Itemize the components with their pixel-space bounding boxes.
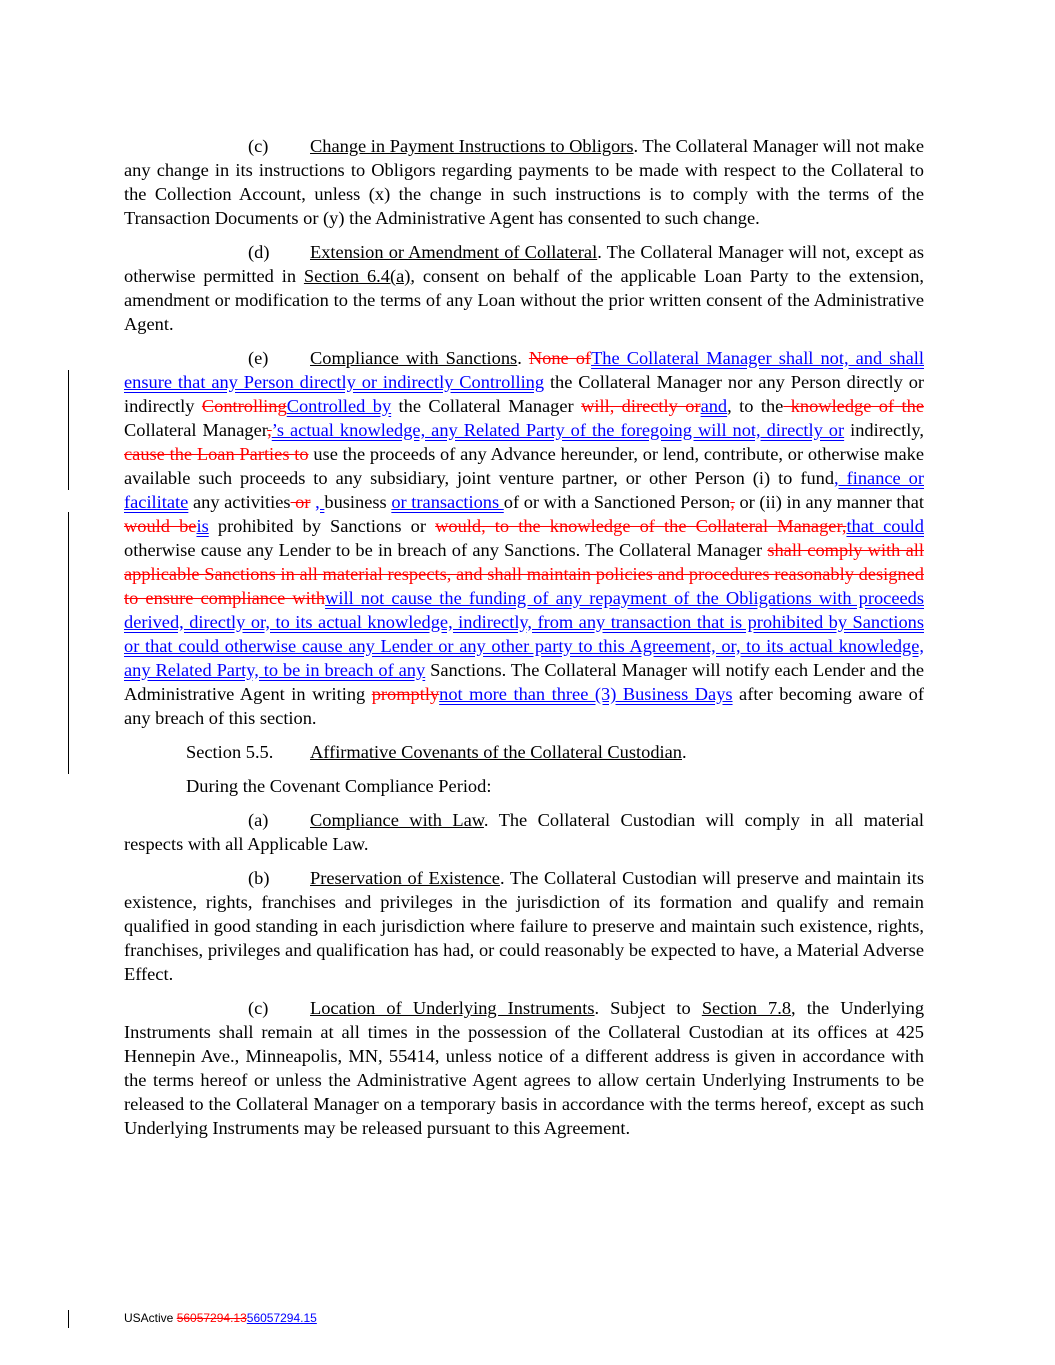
paragraph-text: the Collateral Manager [391, 396, 582, 416]
paragraph-text: business [324, 492, 392, 512]
inserted-text: , finance or facilitate [124, 468, 924, 512]
deleted-text: will, directly or [581, 396, 701, 416]
inserted-text: is [196, 516, 209, 536]
deleted-text: knowledge of the [783, 396, 924, 416]
section-number: Section 5.5. [186, 742, 274, 762]
paragraph-text: or (ii) in any manner that [734, 492, 925, 512]
paragraph-c-location-instruments [124, 996, 924, 1140]
deleted-text: , [267, 420, 272, 440]
paragraph-text: of or with a Sanctioned Person [503, 492, 731, 512]
paragraph-heading: Compliance with Sanctions [310, 348, 518, 368]
section-heading: Section 5.5. Affirmative Covenants of the Collateral Custodian. [186, 742, 687, 762]
inserted-text: ’s actual knowledge, any Related Party of the foregoing will not, directly or [271, 420, 845, 440]
deleted-text: Controlling [201, 396, 287, 416]
paragraph-e-sanctions [124, 346, 924, 730]
deleted-text: shall comply with all applicable Sanctions in all material respects, and shall maintain policies and procedures reasonably designed to ensure compliance with [124, 540, 924, 608]
paragraph-text: , consent on behalf of the applicable Loan Party to the extension, amendment or modification to the terms of any Loan without the prior written consent of the Administrative Agent. [124, 266, 924, 334]
paragraph-text: . The Collateral Manager will not, except as otherwise permitted in [124, 242, 924, 286]
paragraph-heading: Change in Payment Instructions to Obligors [310, 136, 634, 156]
footer-doc-id: USActive 56057294.1356057294.15 [124, 1311, 317, 1325]
paragraph-text: any activities [188, 492, 291, 512]
paragraph-text: . The Collateral Custodian will preserve and maintain its existence, rights, franchises and privileges in the jurisdiction of its formation and qualify and remain qualified in good standing in each jurisdiction where failure to preserve and maintain such existence, rights, franchises, privileges and qualification has had, or could reasonably be expected to have, a Material Adverse Effect. [124, 868, 924, 984]
paragraph-text: . The Collateral Manager will not make any change in its instructions to Obligors regarding payments to be made with respect to the Collateral to the Collection Account, unless (x) the change in such instructions is to comply with the terms of the Transaction Documents or (y) the Administrative Agent has consented to such change. [124, 136, 924, 228]
paragraph-text: prohibited by Sanctions or [208, 516, 436, 536]
deleted-text: None of [528, 348, 592, 368]
paragraph-text: , to the [727, 396, 784, 416]
paragraph-text: . The Collateral Custodian will comply in all material respects with all Applicable Law. [124, 810, 924, 854]
paragraph-c-payment-instructions [124, 134, 924, 230]
paragraph-text: Sanctions. The Collateral Manager will notify each Lender and the Administrative Agent in writing [124, 660, 924, 704]
deleted-text: would, to the knowledge of the Collateral Manager, [435, 516, 847, 536]
paragraph-heading: Location of Underlying Instruments [310, 998, 595, 1018]
change-bar [68, 370, 69, 490]
paragraph-label: (d) [248, 242, 270, 262]
deleted-text: or [290, 492, 311, 512]
paragraph-label: (e) [248, 348, 269, 368]
paragraph-heading: Compliance with Law [310, 810, 484, 830]
section-reference: Section 7.8 [701, 998, 792, 1018]
paragraph-text: indirectly, [844, 420, 924, 440]
inserted-text: will not cause the funding of any repayment of the Obligations with proceeds derived, directly or, to its actual knowledge, indirectly, from any transaction that is prohibited by Sanctions or that could otherwise cause any Lender or any other party to this Agreement, or, to its actual knowledge, any Related Party, to be in breach of any [124, 588, 924, 680]
deleted-doc-number: 56057294.13 [176, 1311, 247, 1325]
paragraph-b-preservation [124, 866, 924, 986]
inserted-text: that could [846, 516, 924, 536]
inserted-text: , [315, 492, 325, 512]
inserted-doc-number: 56057294.15 [246, 1311, 317, 1325]
section-intro [124, 774, 924, 798]
deleted-text: promptly [371, 684, 440, 704]
inserted-text: and [700, 396, 728, 416]
paragraph-d-extension-amendment [124, 240, 924, 336]
paragraph-text: after becoming aware of any breach of this section. [124, 684, 924, 728]
paragraph-label: (c) [248, 998, 269, 1018]
paragraph-label: (c) [248, 136, 269, 156]
inserted-text: The Collateral Manager shall not, and shall ensure that any Person directly or indirectly Controlling [124, 348, 924, 392]
paragraph-text: Collateral Manager [124, 420, 268, 440]
document-page [124, 134, 924, 1150]
paragraph-label: (a) [248, 810, 269, 830]
paragraph-a-compliance-law [124, 808, 924, 856]
paragraph-text: , the Underlying Instruments shall remain at all times in the possession of the Collateral Custodian at its offices at 425 Hennepin Ave., Minneapolis, MN, 55414, unless notice of a different address is given in accordance with the terms hereof or unless the Administrative Agent agrees to allow certain Underlying Instruments to be released to the Collateral Manager on a temporary basis in accordance with the terms hereof, except as such Underlying Instruments may be released pursuant to this Agreement. [124, 998, 925, 1138]
paragraph-text: use the proceeds of any Advance hereunder, or lend, contribute, or otherwise make available such proceeds to any subsidiary, joint venture partner, or other Person (i) to fund [124, 444, 925, 488]
intro-text: During the Covenant Compliance Period: [186, 776, 492, 796]
change-bar [68, 512, 69, 774]
paragraph-heading: Preservation of Existence [310, 868, 500, 888]
deleted-text: would be [124, 516, 197, 536]
paragraph-text: the Collateral Manager nor any Person directly or indirectly [124, 372, 925, 416]
paragraph-label: (b) [248, 868, 270, 888]
change-bar [68, 1310, 69, 1328]
inserted-text: Controlled by [286, 396, 392, 416]
deleted-text: cause the Loan Parties to [124, 444, 309, 464]
paragraph-text: . [517, 348, 529, 368]
inserted-text: not more than three (3) Business Days [439, 684, 733, 704]
inserted-text: or transactions [391, 492, 504, 512]
paragraph-text: . Subject to [594, 998, 702, 1018]
paragraph-text: otherwise cause any Lender to be in breach of any Sanctions. The Collateral Manager [124, 540, 768, 560]
redline-text [124, 348, 924, 728]
section-title: Affirmative Covenants of the Collateral Custodian [310, 742, 682, 762]
section-reference: Section 6.4(a) [303, 266, 411, 286]
paragraph-heading: Extension or Amendment of Collateral [310, 242, 598, 262]
deleted-text: , [730, 492, 735, 512]
